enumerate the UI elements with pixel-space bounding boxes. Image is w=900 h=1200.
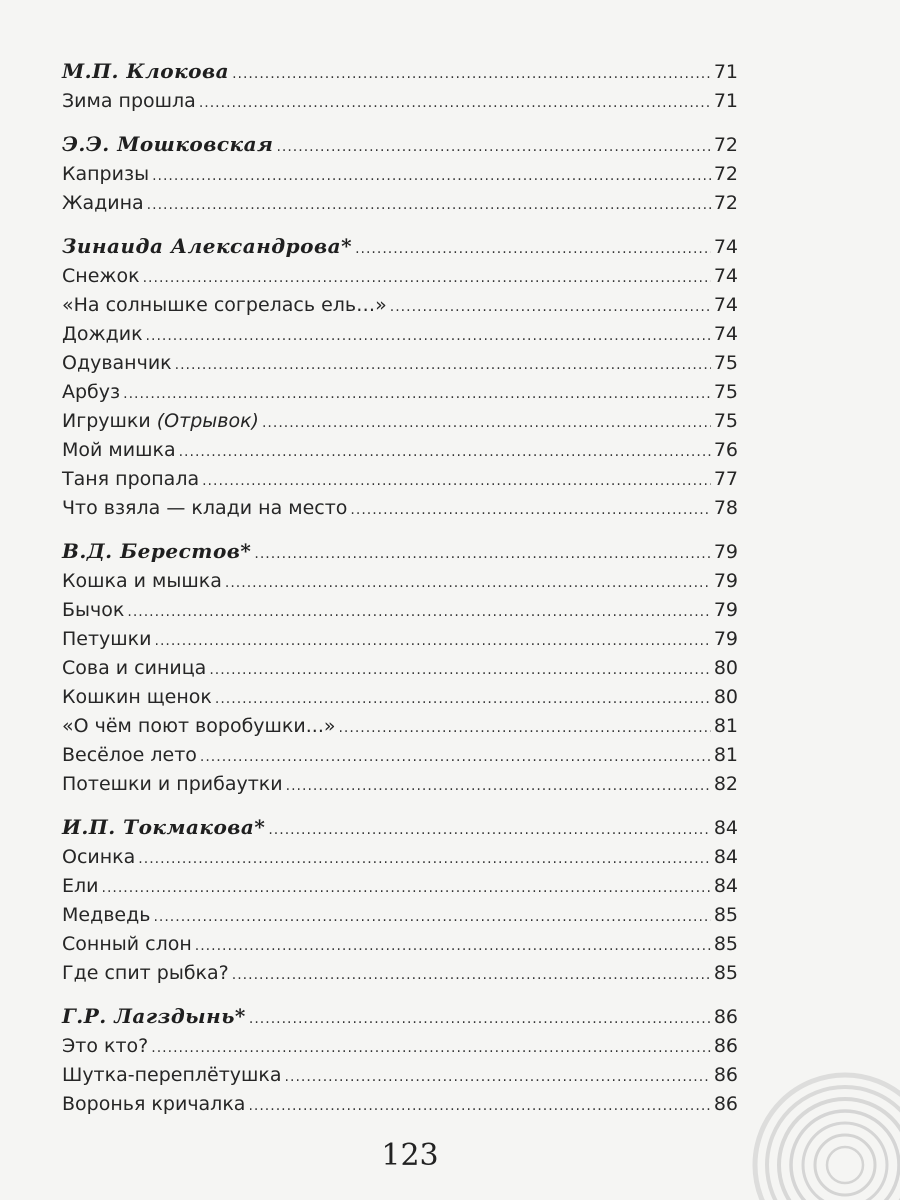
entry-page-number: 78 xyxy=(713,497,738,519)
entry-page-number: 75 xyxy=(713,381,738,403)
toc-entry xyxy=(62,320,738,349)
toc-entry xyxy=(62,262,738,291)
toc-entry xyxy=(62,567,738,596)
dot-leader xyxy=(225,569,711,598)
dot-leader xyxy=(232,961,711,990)
entry-page-number: 85 xyxy=(713,904,738,926)
entry-title: Снежок xyxy=(62,265,140,287)
entry-page-number: 84 xyxy=(713,875,738,897)
entry-title: Сонный слон xyxy=(62,933,192,955)
author-page-number: 74 xyxy=(713,236,738,258)
toc-section xyxy=(62,230,738,523)
toc-entry xyxy=(62,87,738,116)
dot-leader xyxy=(151,1034,711,1063)
entry-page-number: 79 xyxy=(713,570,738,592)
toc-entry xyxy=(62,465,738,494)
entry-page-number: 86 xyxy=(713,1035,738,1057)
entry-title: Арбуз xyxy=(62,381,121,403)
entry-title: Бычок xyxy=(62,599,125,621)
entry-title: Где спит рыбка? xyxy=(62,962,229,984)
entry-page-number: 81 xyxy=(713,744,738,766)
entry-title: Дождик xyxy=(62,323,143,345)
page-number: 123 xyxy=(381,1138,439,1173)
dot-leader xyxy=(147,191,711,220)
dot-leader xyxy=(127,598,710,627)
entry-title: Весёлое лето xyxy=(62,744,197,766)
dot-leader xyxy=(123,380,711,409)
toc-section xyxy=(62,1000,738,1119)
toc-entry xyxy=(62,901,738,930)
entry-title: Одуванчик xyxy=(62,352,172,374)
toc-section xyxy=(62,128,738,218)
toc-entry xyxy=(62,1061,738,1090)
entry-title: Таня пропала xyxy=(62,468,200,490)
dot-leader xyxy=(232,58,711,90)
author-page-number: 86 xyxy=(713,1006,738,1028)
dot-leader xyxy=(249,1003,711,1035)
entry-title: Шутка-переплётушка xyxy=(62,1064,282,1086)
dot-leader xyxy=(143,264,711,293)
entry-page-number: 86 xyxy=(713,1093,738,1115)
author-entry xyxy=(62,535,738,567)
dot-leader xyxy=(276,131,710,163)
dot-leader xyxy=(248,1092,710,1121)
entry-page-number: 74 xyxy=(713,323,738,345)
author-page-number: 71 xyxy=(713,61,738,83)
author-page-number: 72 xyxy=(713,134,738,156)
entry-title: Мой мишка xyxy=(62,439,176,461)
author-entry xyxy=(62,55,738,87)
entry-page-number: 85 xyxy=(713,933,738,955)
entry-page-number: 84 xyxy=(713,846,738,868)
dot-leader xyxy=(153,903,710,932)
entry-page-number: 80 xyxy=(713,657,738,679)
toc-section xyxy=(62,811,738,988)
entry-page-number: 75 xyxy=(713,410,738,432)
entry-title: Ели xyxy=(62,875,99,897)
toc-entry xyxy=(62,160,738,189)
toc-entry xyxy=(62,683,738,712)
entry-title: Кошкин щенок xyxy=(62,686,212,708)
entry-page-number: 74 xyxy=(713,265,738,287)
toc-entry xyxy=(62,959,738,988)
entry-title: Игрушки xyxy=(62,410,151,432)
table-of-contents xyxy=(62,55,738,1131)
dot-leader xyxy=(355,233,711,265)
toc-entry xyxy=(62,291,738,320)
toc-entry xyxy=(62,407,738,436)
entry-title: Это кто? xyxy=(62,1035,149,1057)
toc-entry xyxy=(62,378,738,407)
author-page-number: 79 xyxy=(713,541,738,563)
author-name: Э.Э. Мошковская xyxy=(62,132,274,156)
author-entry xyxy=(62,1000,738,1032)
entry-title: Медведь xyxy=(62,904,151,926)
entry-title: «На солнышке согрелась ель…» xyxy=(62,294,387,316)
dot-leader xyxy=(179,438,711,467)
entry-title: Жадина xyxy=(62,192,144,214)
author-name: Зинаида Александрова* xyxy=(62,234,353,258)
entry-title: Воронья кричалка xyxy=(62,1093,246,1115)
toc-entry xyxy=(62,930,738,959)
author-entry xyxy=(62,128,738,160)
entry-page-number: 76 xyxy=(713,439,738,461)
dot-leader xyxy=(155,627,711,656)
dot-leader xyxy=(268,814,710,846)
entry-page-number: 82 xyxy=(713,773,738,795)
entry-title: Кошка и мышка xyxy=(62,570,222,592)
dot-leader xyxy=(209,656,711,685)
entry-page-number: 75 xyxy=(713,352,738,374)
dot-leader xyxy=(199,89,711,118)
toc-entry xyxy=(62,436,738,465)
toc-entry xyxy=(62,1090,738,1119)
author-name: В.Д. Берестов* xyxy=(62,539,252,563)
entry-title: «О чём поют воробушки...» xyxy=(62,715,336,737)
toc-entry xyxy=(62,770,738,799)
concentric-swirl-ornament-icon xyxy=(750,1070,900,1200)
dot-leader xyxy=(338,714,710,743)
entry-title: Потешки и прибаутки xyxy=(62,773,283,795)
toc-entry xyxy=(62,843,738,872)
toc-entry xyxy=(62,1032,738,1061)
dot-leader xyxy=(195,932,711,961)
entry-title: Что взяла — клади на место xyxy=(62,497,348,519)
entry-title: Осинка xyxy=(62,846,136,868)
toc-entry xyxy=(62,596,738,625)
entry-page-number: 77 xyxy=(713,468,738,490)
dot-leader xyxy=(262,409,711,438)
toc-section xyxy=(62,55,738,116)
entry-page-number: 80 xyxy=(713,686,738,708)
author-page-number: 84 xyxy=(713,817,738,839)
entry-page-number: 85 xyxy=(713,962,738,984)
toc-entry xyxy=(62,654,738,683)
entry-title: Петушки xyxy=(62,628,152,650)
dot-leader xyxy=(202,467,711,496)
entry-page-number: 79 xyxy=(713,628,738,650)
dot-leader xyxy=(254,538,710,570)
entry-page-number: 71 xyxy=(713,90,738,112)
toc-entry xyxy=(62,872,738,901)
toc-section xyxy=(62,535,738,799)
toc-entry xyxy=(62,712,738,741)
author-entry xyxy=(62,230,738,262)
dot-leader xyxy=(215,685,711,714)
entry-page-number: 79 xyxy=(713,599,738,621)
entry-page-number: 72 xyxy=(713,192,738,214)
dot-leader xyxy=(138,845,711,874)
dot-leader xyxy=(146,322,711,351)
author-entry xyxy=(62,811,738,843)
entry-page-number: 74 xyxy=(713,294,738,316)
entry-page-number: 72 xyxy=(713,163,738,185)
dot-leader xyxy=(152,162,711,191)
entry-title: Капризы xyxy=(62,163,150,185)
entry-page-number: 86 xyxy=(713,1064,738,1086)
toc-entry xyxy=(62,189,738,218)
entry-note: (Отрывок) xyxy=(156,410,259,432)
entry-title: Зима прошла xyxy=(62,90,196,112)
author-name: И.П. Токмакова* xyxy=(62,815,266,839)
author-name: М.П. Клокова xyxy=(62,59,230,83)
dot-leader xyxy=(390,293,711,322)
dot-leader xyxy=(200,743,711,772)
dot-leader xyxy=(286,772,711,801)
author-name: Г.Р. Лагздынь* xyxy=(62,1004,246,1028)
toc-entry xyxy=(62,625,738,654)
toc-entry xyxy=(62,349,738,378)
dot-leader xyxy=(102,874,711,903)
entry-title-with-note xyxy=(62,407,259,436)
entry-page-number: 81 xyxy=(713,715,738,737)
dot-leader xyxy=(175,351,711,380)
dot-leader xyxy=(285,1063,711,1092)
toc-entry xyxy=(62,741,738,770)
toc-entry xyxy=(62,494,738,523)
dot-leader xyxy=(350,496,710,525)
entry-title: Сова и синица xyxy=(62,657,207,679)
